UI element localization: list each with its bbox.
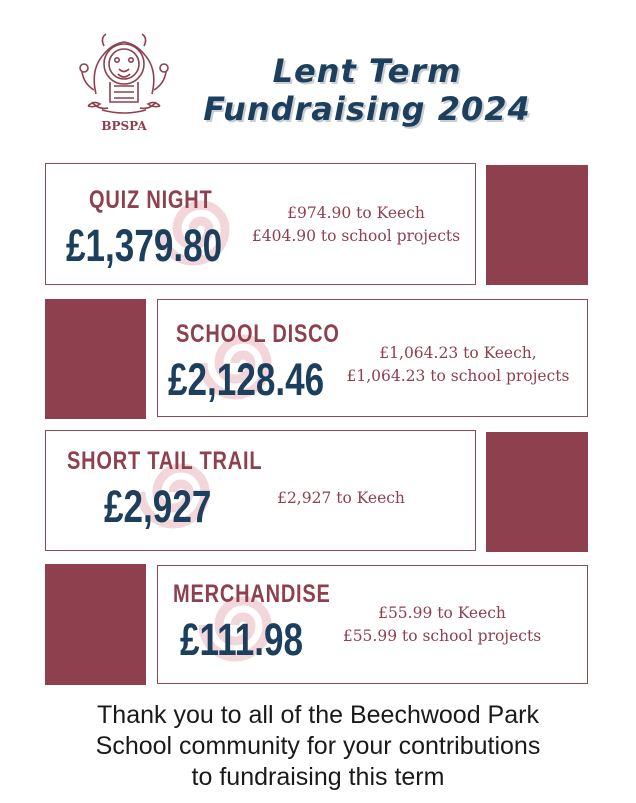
thank-you-message — [0, 700, 636, 793]
event-card-quiz-night — [45, 163, 476, 285]
split-line: £2,927 to Keech — [277, 489, 405, 507]
color-swatch — [486, 432, 588, 552]
lion-crest-icon — [74, 24, 174, 136]
event-card-short-tail-trail — [45, 430, 476, 551]
event-split — [236, 202, 476, 248]
split-line: £55.99 to school projects — [342, 627, 542, 645]
event-amount: £2,927 — [104, 481, 212, 532]
event-split — [328, 602, 556, 648]
color-swatch — [486, 165, 588, 285]
event-name: SCHOOL DISCO — [176, 320, 340, 348]
color-swatch — [45, 299, 146, 419]
color-swatch — [45, 564, 146, 685]
event-amount: £111.98 — [180, 614, 304, 665]
thanks-line: Thank you to all of the Beechwood Park — [97, 701, 539, 729]
logo-text: BPSPA — [101, 119, 147, 133]
event-name: QUIZ NIGHT — [89, 186, 213, 214]
event-amount: £2,128.46 — [168, 354, 325, 405]
thanks-line: to fundraising this term — [191, 763, 445, 791]
event-name: MERCHANDISE — [173, 580, 331, 608]
split-line: £1,064.23 to Keech, — [379, 344, 537, 362]
split-line: £974.90 to Keech — [287, 204, 425, 222]
event-split — [246, 487, 436, 510]
title-line-1: Lent Term — [272, 52, 462, 90]
event-split — [338, 342, 578, 388]
split-line: £55.99 to Keech — [378, 604, 506, 622]
split-line: £404.90 to school projects — [251, 227, 461, 245]
page-title — [182, 52, 552, 128]
event-name: SHORT TAIL TRAIL — [67, 447, 263, 475]
event-card-merchandise — [157, 565, 588, 684]
split-line: £1,064.23 to school projects — [346, 367, 570, 385]
bpspa-logo — [74, 24, 174, 136]
title-line-2: Fundraising 2024 — [203, 90, 531, 128]
event-card-school-disco — [157, 299, 588, 417]
event-amount: £1,379.80 — [66, 220, 223, 271]
thanks-line: School community for your contributions — [95, 732, 541, 760]
